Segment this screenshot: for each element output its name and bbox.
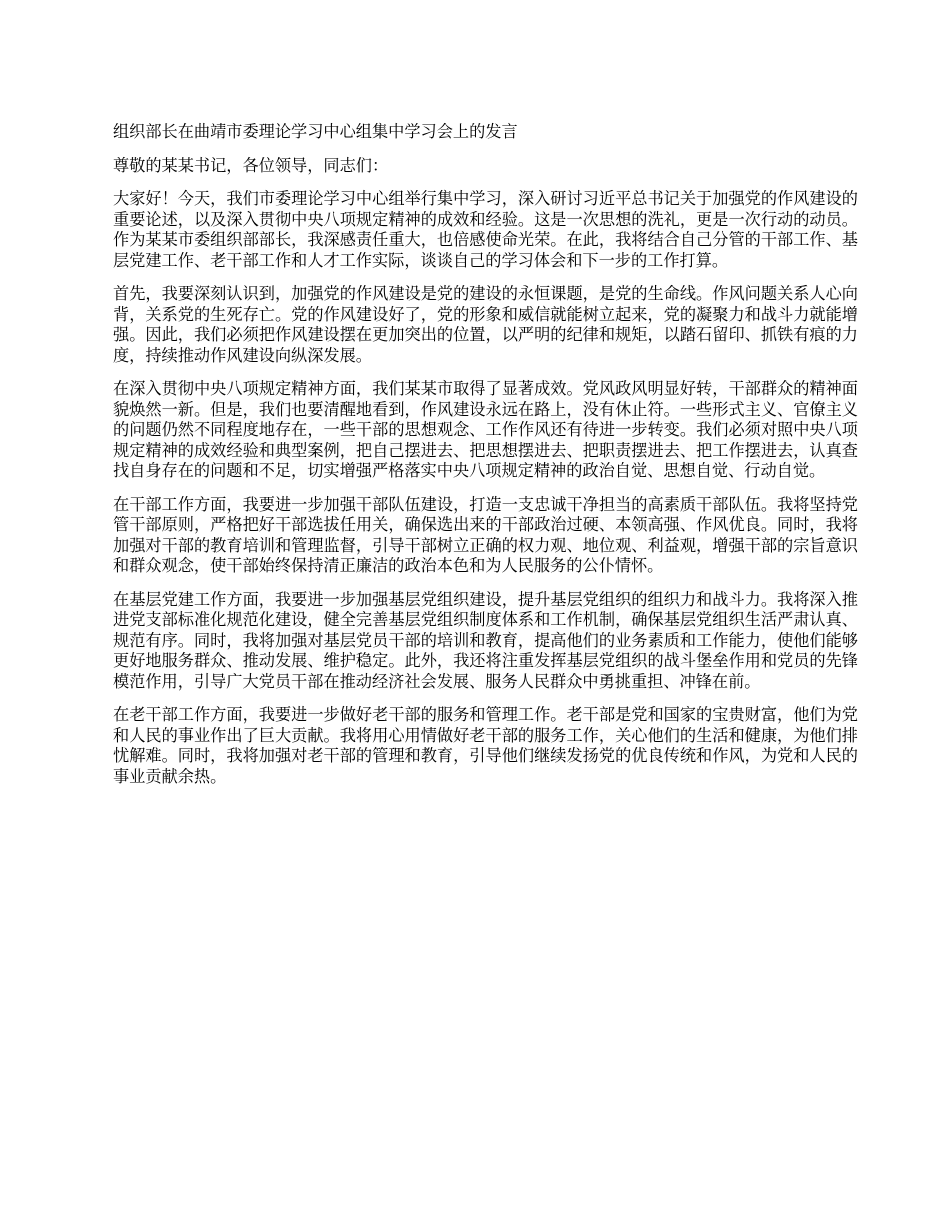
paragraph-style-building: 首先，我要深刻认识到，加强党的作风建设是党的建设的永恒课题，是党的生命线。作风问题关系人心向背，关系党的生死存亡。党的作风建设好了，党的形象和威信就能树立起来，党的凝聚力和战斗力就能增强。因此，我们必须把作风建设摆在更加突出的位置，以严明的纪律和规矩，以踏石留印、抓铁有痕的力度，持续推动作风建设向纵深发展。 <box>113 284 858 365</box>
paragraph-eight-regulations: 在深入贯彻中央八项规定精神方面，我们某某市取得了显著成效。党风政风明显好转，干部群众的精神面貌焕然一新。但是，我们也要清醒地看到，作风建设永远在路上，没有休止符。一些形式主义、官僚主义的问题仍然不同程度地存在，一些干部的思想观念、工作作风还有待进一步转变。我们必须对照中央八项规定精神的成效经验和典型案例，把自己摆进去、把思想摆进去、把职责摆进去、把工作摆进去，认真查找自身存在的问题和不足，切实增强严格落实中央八项规定精神的政治自觉、思想自觉、行动自觉。 <box>113 379 858 480</box>
paragraph-cadre-work: 在干部工作方面，我要进一步加强干部队伍建设，打造一支忠诚干净担当的高素质干部队伍。我将坚持党管干部原则，严格把好干部选拔任用关，确保选出来的干部政治过硬、本领高强、作风优良。同时，我将加强对干部的教育培训和管理监督，引导干部树立正确的权力观、地位观、利益观，增强干部的宗旨意识和群众观念，使干部始终保持清正廉洁的政治本色和为人民服务的公仆情怀。 <box>113 494 858 575</box>
paragraph-veteran-cadre-work: 在老干部工作方面，我要进一步做好老干部的服务和管理工作。老干部是党和国家的宝贵财富，他们为党和人民的事业作出了巨大贡献。我将用心用情做好老干部的服务工作，关心他们的生活和健康，为他们排忧解难。同时，我将加强对老干部的管理和教育，引导他们继续发扬党的优良传统和作风，为党和人民的事业贡献余热。 <box>113 705 858 786</box>
paragraph-opening: 大家好！今天，我们市委理论学习中心组举行集中学习，深入研讨习近平总书记关于加强党的作风建设的重要论述，以及深入贯彻中央八项规定精神的成效和经验。这是一次思想的洗礼，更是一次行动的动员。作为某某市委组织部部长，我深感责任重大，也倍感使命光荣。在此，我将结合自己分管的干部工作、基层党建工作、老干部工作和人才工作实际，谈谈自己的学习体会和下一步的工作打算。 <box>113 189 858 270</box>
document-title: 组织部长在曲靖市委理论学习中心组集中学习会上的发言 <box>113 122 518 141</box>
salutation: 尊敬的某某书记，各位领导，同志们： <box>113 155 389 175</box>
paragraph-grassroots-party-building: 在基层党建工作方面，我要进一步加强基层党组织建设，提升基层党组织的组织力和战斗力。我将深入推进党支部标准化规范化建设，健全完善基层党组织制度体系和工作机制，确保基层党组织生活严肃认真、规范有序。同时，我将加强对基层党员干部的培训和教育，提高他们的业务素质和工作能力，使他们能够更好地服务群众、推动发展、维护稳定。此外，我还将注重发挥基层党组织的战斗堡垒作用和党员的先锋模范作用，引导广大党员干部在推动经济社会发展、服务人民群众中勇挑重担、冲锋在前。 <box>113 589 858 691</box>
document-page <box>113 122 858 800</box>
